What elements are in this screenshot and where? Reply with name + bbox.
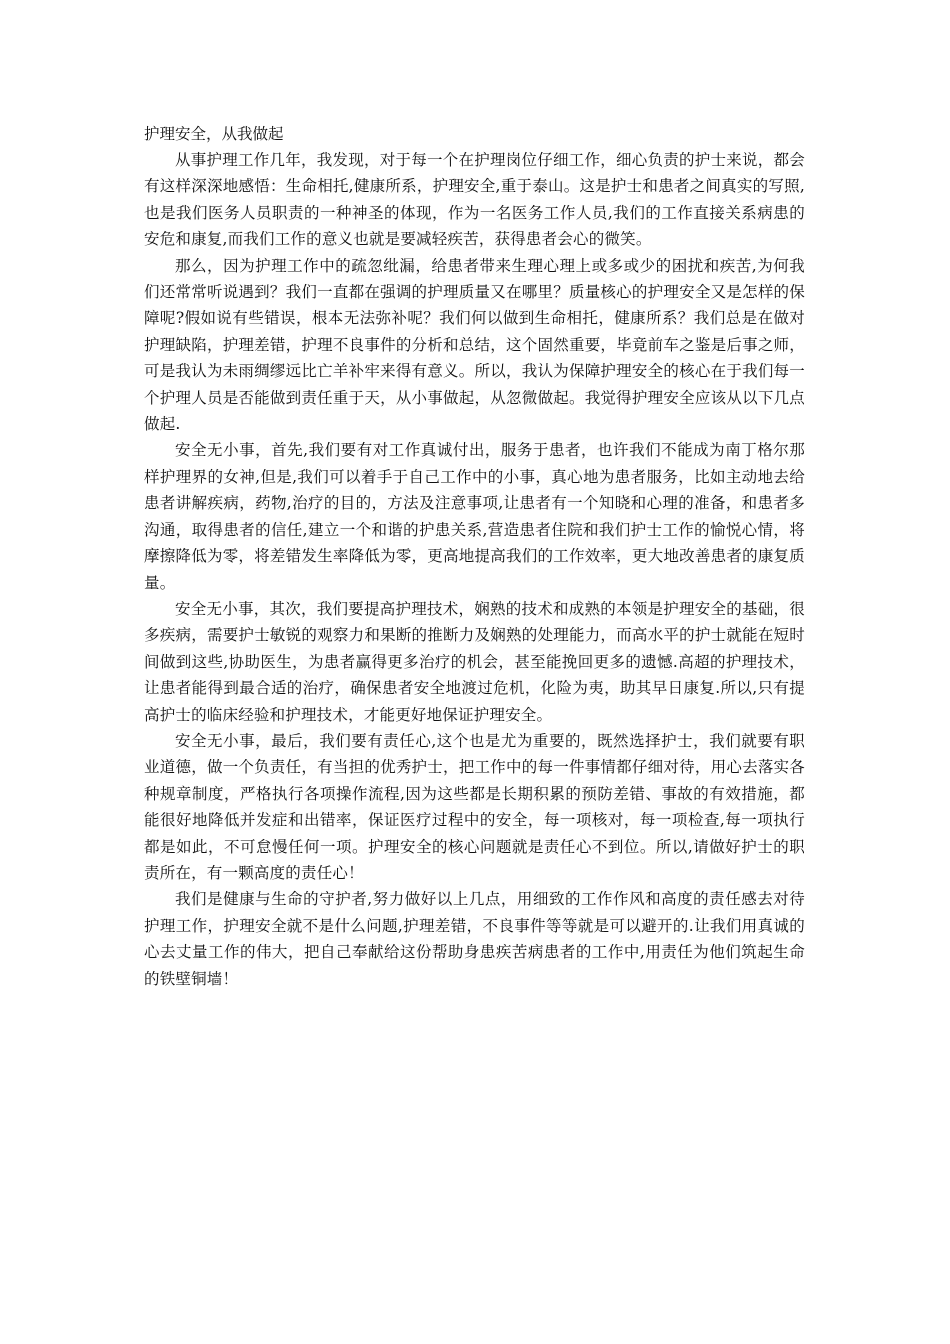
paragraph-3: 安全无小事，首先,我们要有对工作真诚付出，服务于患者，也许我们不能成为南丁格尔那样护理界的女神,但是,我们可以着手于自己工作中的小事，真心地为患者服务，比如主动地去给患者讲解疾病，药物,治疗的目的，方法及注意事项,让患者有一个知晓和心理的准备，和患者多沟通，取得患者的信任,建立一个和谐的护患关系,营造患者住院和我们护士工作的愉悦心情，将摩擦降低为零，将差错发生率降低为零，更高地提高我们的工作效率，更大地改善患者的康复质量。 [144, 441, 805, 592]
document-title: 护理安全，从我做起 [144, 125, 284, 143]
paragraph-5: 安全无小事，最后，我们要有责任心,这个也是尤为重要的，既然选择护士，我们就要有职业道德，做一个负责任，有当担的优秀护士，把工作中的每一件事情都仔细对待，用心去落实各种规章制度，严格执行各项操作流程,因为这些都是长期积累的预防差错、事故的有效措施，都能很好地降低并发症和出错率，保证医疗过程中的安全，每一项核对，每一项检查,每一项执行都是如此，不可怠慢任何一项。护理安全的核心问题就是责任心不到位。所以,请做好护士的职责所在，有一颗高度的责任心！ [144, 731, 805, 882]
paragraph-1: 从事护理工作几年，我发现，对于每一个在护理岗位仔细工作，细心负责的护士来说，都会有这样深深地感悟：生命相托,健康所系，护理安全,重于泰山。这是护士和患者之间真实的写照,也是我们医务人员职责的一种神圣的体现，作为一名医务工作人员,我们的工作直接关系病患的安危和康复,而我们工作的意义也就是要减轻疾苦，获得患者会心的微笑。 [144, 151, 805, 249]
paragraph-4: 安全无小事，其次，我们要提高护理技术，娴熟的技术和成熟的本领是护理安全的基础，很多疾病，需要护士敏锐的观察力和果断的推断力及娴熟的处理能力，而高水平的护士就能在短时间做到这些,协助医生，为患者赢得更多治疗的机会，甚至能挽回更多的遗憾.高超的护理技术，让患者能得到最合适的治疗，确保患者安全地渡过危机，化险为夷，助其早日康复.所以,只有提高护士的临床经验和护理技术，才能更好地保证护理安全。 [144, 599, 805, 724]
document-page [144, 121, 805, 992]
paragraph-6: 我们是健康与生命的守护者,努力做好以上几点，用细致的工作作风和高度的责任感去对待护理工作，护理安全就不是什么问题,护理差错，不良事件等等就是可以避开的.让我们用真诚的心去丈量工作的伟大，把自己奉献给这份帮助身患疾苦病患者的工作中,用责任为他们筑起生命的铁壁铜墙！ [144, 890, 805, 988]
paragraph-2: 那么，因为护理工作中的疏忽纰漏，给患者带来生理心理上或多或少的困扰和疾苦,为何我们还常常听说遇到？我们一直都在强调的护理质量又在哪里？质量核心的护理安全又是怎样的保障呢?假如说有些错误，根本无法弥补呢？我们何以做到生命相托，健康所系？我们总是在做对护理缺陷，护理差错，护理不良事件的分析和总结，这个固然重要，毕竟前车之鉴是后事之师，可是我认为未雨绸缪远比亡羊补牢来得有意义。所以，我认为保障护理安全的核心在于我们每一个护理人员是否能做到责任重于天，从小事做起，从忽微做起。我觉得护理安全应该从以下几点做起. [144, 256, 805, 434]
